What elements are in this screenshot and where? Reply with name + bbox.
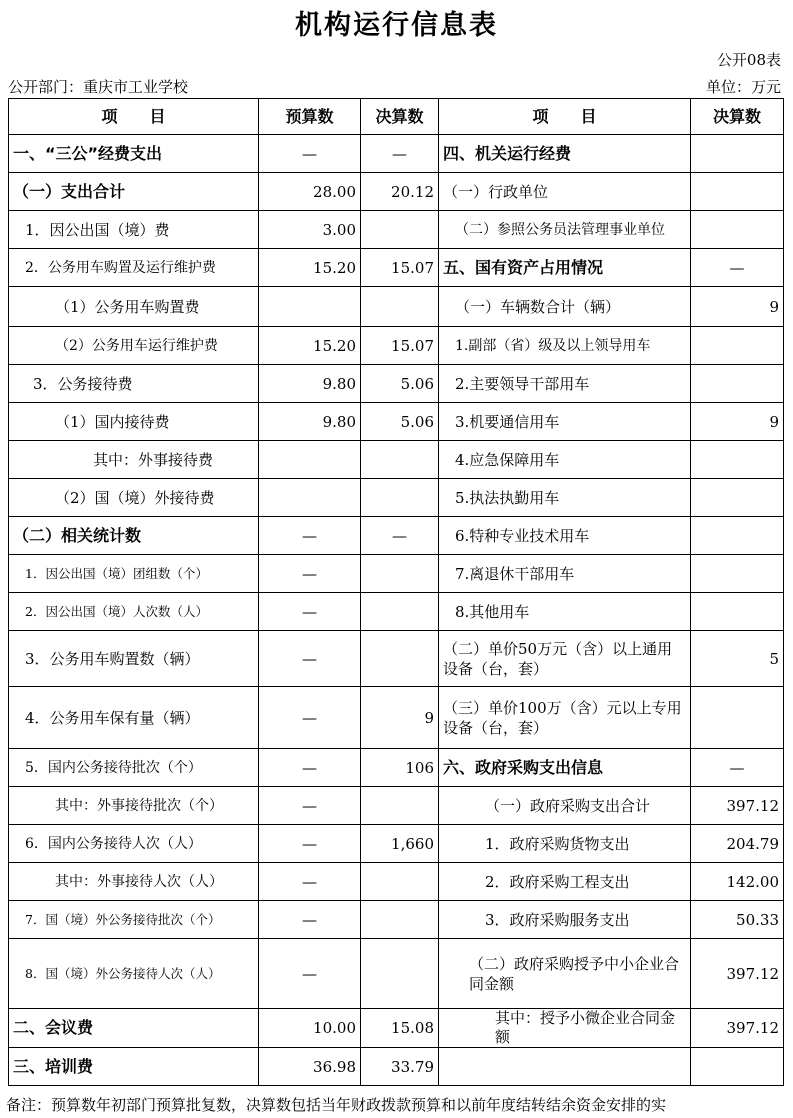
budget-cell: — xyxy=(259,593,361,631)
right-value xyxy=(691,555,784,593)
table-row xyxy=(9,825,784,863)
final-cell: 106 xyxy=(361,749,439,787)
table-row xyxy=(9,479,784,517)
right-value: — xyxy=(691,749,784,787)
row-label: 3．公务接待费 xyxy=(9,365,259,403)
right-label: （一）政府采购支出合计 xyxy=(439,787,691,825)
right-label xyxy=(439,1048,691,1086)
right-value xyxy=(691,593,784,631)
table-row xyxy=(9,749,784,787)
final-cell xyxy=(361,863,439,901)
right-value xyxy=(691,1048,784,1086)
final-cell xyxy=(361,555,439,593)
right-value xyxy=(691,327,784,365)
final-cell xyxy=(361,441,439,479)
table-row xyxy=(9,287,784,327)
right-value: — xyxy=(691,249,784,287)
budget-cell: 3.00 xyxy=(259,211,361,249)
right-value: 5 xyxy=(691,631,784,687)
header-item-right: 项 目 xyxy=(439,99,691,135)
right-label: 3.机要通信用车 xyxy=(439,403,691,441)
right-value: 50.33 xyxy=(691,901,784,939)
right-value xyxy=(691,173,784,211)
right-label: （一）车辆数合计（辆） xyxy=(439,287,691,327)
row-label: （一）支出合计 xyxy=(9,173,259,211)
right-label: 8.其他用车 xyxy=(439,593,691,631)
budget-cell: 36.98 xyxy=(259,1048,361,1086)
header-row xyxy=(9,99,784,135)
header-final-right: 决算数 xyxy=(691,99,784,135)
budget-cell: — xyxy=(259,517,361,555)
final-cell: 20.12 xyxy=(361,173,439,211)
header-item: 项 目 xyxy=(9,99,259,135)
final-cell: 15.07 xyxy=(361,327,439,365)
row-label: 1．因公出国（境）团组数（个） xyxy=(9,555,259,593)
right-label: 6.特种专业技术用车 xyxy=(439,517,691,555)
table-row xyxy=(9,327,784,365)
budget-cell: 10.00 xyxy=(259,1009,361,1048)
budget-cell: 28.00 xyxy=(259,173,361,211)
final-cell: 15.08 xyxy=(361,1009,439,1048)
table-row xyxy=(9,1009,784,1048)
right-value: 9 xyxy=(691,287,784,327)
right-value xyxy=(691,441,784,479)
right-value: 397.12 xyxy=(691,787,784,825)
right-value xyxy=(691,517,784,555)
final-cell xyxy=(361,901,439,939)
row-label: 其中：外事接待人次（人） xyxy=(9,863,259,901)
table-row xyxy=(9,555,784,593)
table-row xyxy=(9,939,784,1009)
right-value: 9 xyxy=(691,403,784,441)
budget-cell: 9.80 xyxy=(259,365,361,403)
budget-cell: 15.20 xyxy=(259,327,361,365)
budget-cell xyxy=(259,479,361,517)
right-label: 5.执法执勤用车 xyxy=(439,479,691,517)
row-label: （1）公务用车购置费 xyxy=(9,287,259,327)
final-cell: 15.07 xyxy=(361,249,439,287)
table-row xyxy=(9,863,784,901)
budget-cell: 15.20 xyxy=(259,249,361,287)
header-final: 决算数 xyxy=(361,99,439,135)
page-title: 机构运行信息表 xyxy=(295,10,498,41)
final-cell xyxy=(361,479,439,517)
row-label: 6．国内公务接待人次（人） xyxy=(9,825,259,863)
table-row xyxy=(9,403,784,441)
right-label: 其中：授予小微企业合同金额 xyxy=(439,1009,691,1048)
table-row xyxy=(9,173,784,211)
right-label: 四、机关运行经费 xyxy=(439,135,691,173)
final-cell: 9 xyxy=(361,687,439,749)
right-label: 3．政府采购服务支出 xyxy=(439,901,691,939)
budget-cell: — xyxy=(259,631,361,687)
final-cell: 5.06 xyxy=(361,365,439,403)
right-label: 2．政府采购工程支出 xyxy=(439,863,691,901)
table-row xyxy=(9,687,784,749)
right-label: 7.离退休干部用车 xyxy=(439,555,691,593)
row-label: 二、会议费 xyxy=(9,1009,259,1048)
right-label: 2.主要领导干部用车 xyxy=(439,365,691,403)
right-label: 1．政府采购货物支出 xyxy=(439,825,691,863)
budget-cell: — xyxy=(259,825,361,863)
final-cell xyxy=(361,593,439,631)
table-row xyxy=(9,211,784,249)
row-label: 其中：外事接待批次（个） xyxy=(9,787,259,825)
budget-cell: — xyxy=(259,863,361,901)
right-value: 397.12 xyxy=(691,939,784,1009)
row-label: 2．因公出国（境）人次数（人） xyxy=(9,593,259,631)
footnote: 备注：预算数年初部门预算批复数，决算数包括当年财政拨款预算和以前年度结转结余资金安排的实 xyxy=(6,1096,667,1114)
row-label: 一、“三公”经费支出 xyxy=(9,135,259,173)
final-cell xyxy=(361,211,439,249)
table-row xyxy=(9,631,784,687)
budget-cell: — xyxy=(259,135,361,173)
unit-label: 单位：万元 xyxy=(705,78,781,96)
budget-cell: — xyxy=(259,687,361,749)
right-value: 204.79 xyxy=(691,825,784,863)
table-row xyxy=(9,787,784,825)
final-cell xyxy=(361,939,439,1009)
row-label: 4．公务用车保有量（辆） xyxy=(9,687,259,749)
row-label: 1．因公出国（境）费 xyxy=(9,211,259,249)
department-label: 公开部门：重庆市工业学校 xyxy=(8,78,189,96)
budget-cell: 9.80 xyxy=(259,403,361,441)
table-row xyxy=(9,593,784,631)
right-value xyxy=(691,687,784,749)
right-label: 五、国有资产占用情况 xyxy=(439,249,691,287)
table-row xyxy=(9,135,784,173)
final-cell: 33.79 xyxy=(361,1048,439,1086)
final-cell xyxy=(361,287,439,327)
right-label: （二）单价50万元（含）以上通用设备（台，套） xyxy=(439,631,691,687)
right-value: 142.00 xyxy=(691,863,784,901)
right-value xyxy=(691,135,784,173)
table-row xyxy=(9,1048,784,1086)
right-value xyxy=(691,479,784,517)
budget-cell: — xyxy=(259,787,361,825)
row-label: （2）国（境）外接待费 xyxy=(9,479,259,517)
right-value: 397.12 xyxy=(691,1009,784,1048)
row-label: 5．国内公务接待批次（个） xyxy=(9,749,259,787)
row-label: 8．国（境）外公务接待人次（人） xyxy=(9,939,259,1009)
right-label: （二）政府采购授予中小企业合同金额 xyxy=(439,939,691,1009)
final-cell: — xyxy=(361,517,439,555)
right-label: 4.应急保障用车 xyxy=(439,441,691,479)
right-label: 1.副部（省）级及以上领导用车 xyxy=(439,327,691,365)
row-label: 3．公务用车购置数（辆） xyxy=(9,631,259,687)
table-row xyxy=(9,901,784,939)
info-table xyxy=(8,98,784,1086)
row-label: （2）公务用车运行维护费 xyxy=(9,327,259,365)
table-row xyxy=(9,441,784,479)
row-label: 三、培训费 xyxy=(9,1048,259,1086)
table-row xyxy=(9,517,784,555)
right-value xyxy=(691,211,784,249)
budget-cell xyxy=(259,287,361,327)
table-row xyxy=(9,249,784,287)
right-label: （一）行政单位 xyxy=(439,173,691,211)
row-label: 其中：外事接待费 xyxy=(9,441,259,479)
budget-cell: — xyxy=(259,749,361,787)
budget-cell xyxy=(259,441,361,479)
final-cell xyxy=(361,631,439,687)
budget-cell: — xyxy=(259,555,361,593)
right-value xyxy=(691,365,784,403)
final-cell: 1,660 xyxy=(361,825,439,863)
budget-cell: — xyxy=(259,901,361,939)
row-label: 2．公务用车购置及运行维护费 xyxy=(9,249,259,287)
row-label: （1）国内接待费 xyxy=(9,403,259,441)
right-label: 六、政府采购支出信息 xyxy=(439,749,691,787)
budget-cell: — xyxy=(259,939,361,1009)
row-label: （二）相关统计数 xyxy=(9,517,259,555)
final-cell xyxy=(361,787,439,825)
header-budget: 预算数 xyxy=(259,99,361,135)
right-label: （三）单价100万（含）元以上专用设备（台，套） xyxy=(439,687,691,749)
table-row xyxy=(9,365,784,403)
final-cell: 5.06 xyxy=(361,403,439,441)
table-code: 公开08表 xyxy=(716,51,781,69)
final-cell: — xyxy=(361,135,439,173)
right-label: （二）参照公务员法管理事业单位 xyxy=(439,211,691,249)
row-label: 7．国（境）外公务接待批次（个） xyxy=(9,901,259,939)
